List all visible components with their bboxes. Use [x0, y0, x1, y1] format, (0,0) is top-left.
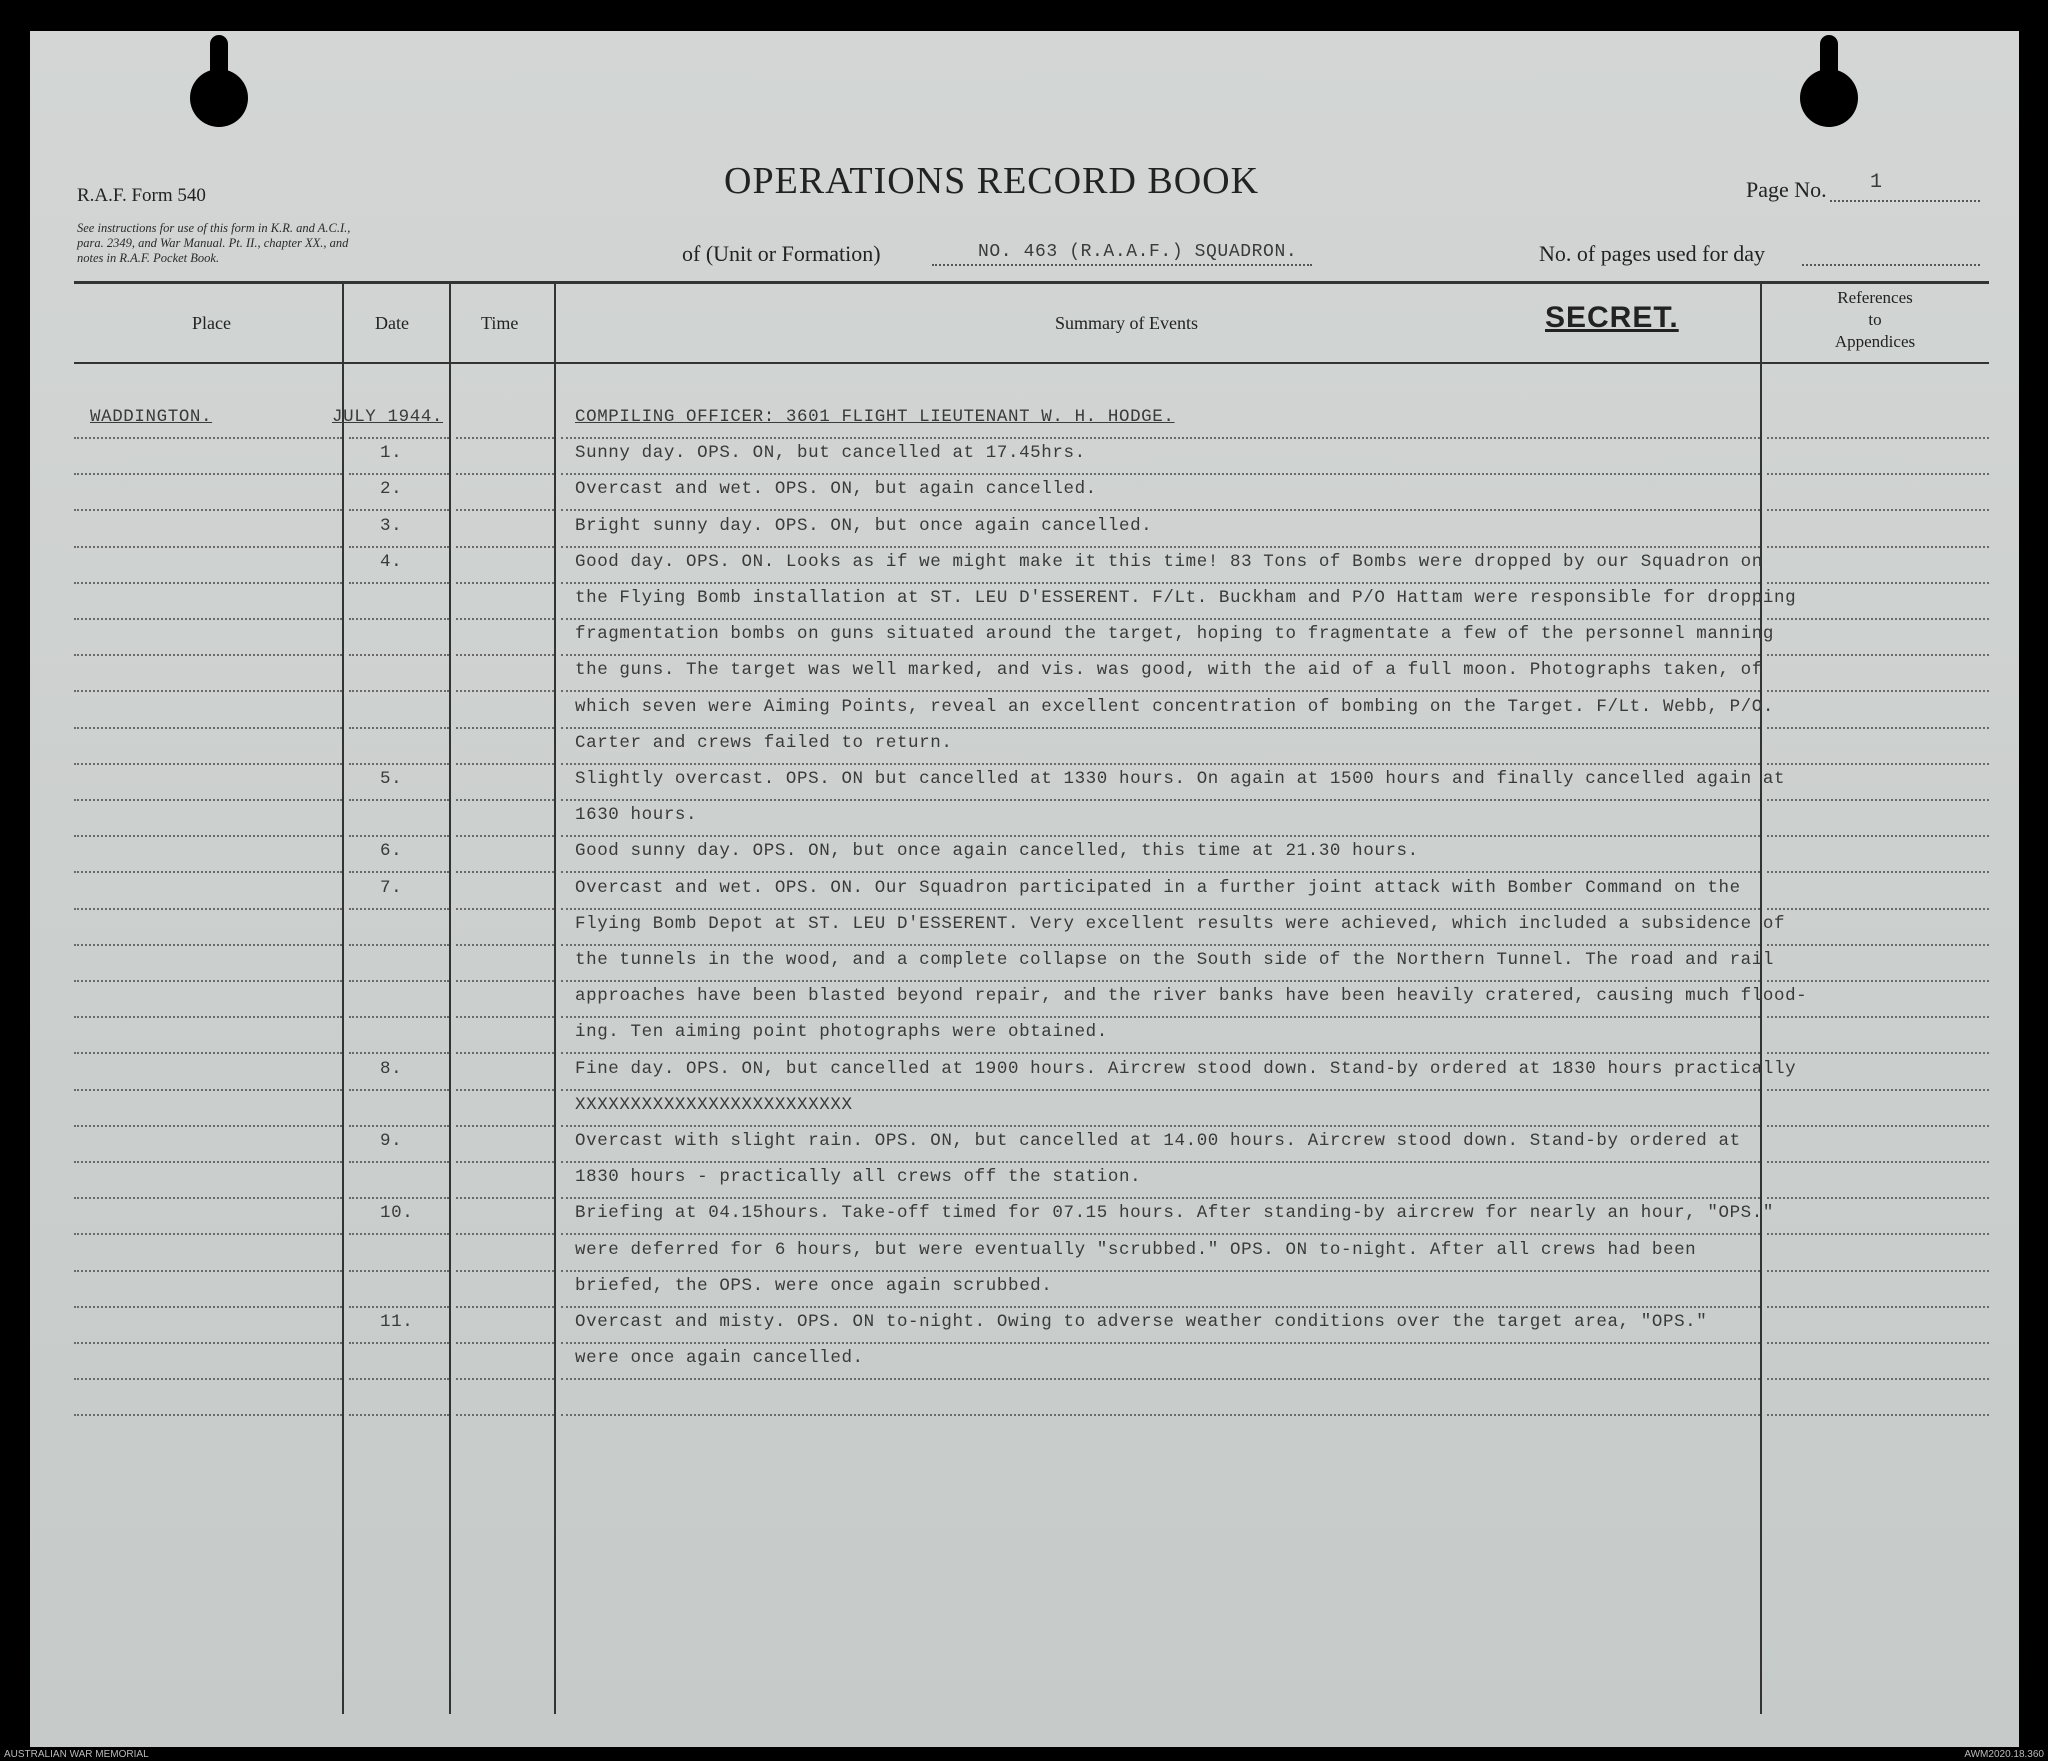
- ruled-line: [561, 1161, 1760, 1163]
- page-no-value: 1: [1870, 171, 1883, 194]
- ruled-line: [1767, 1233, 1989, 1235]
- ruled-line: [1767, 437, 1989, 439]
- pages-used-label: No. of pages used for day: [1539, 241, 1766, 266]
- punch-hole-right: [1800, 69, 1858, 127]
- ruled-line: [561, 1233, 1760, 1235]
- ruled-line: [561, 437, 1760, 439]
- ruled-line: [74, 546, 342, 548]
- ruled-line: [561, 690, 1760, 692]
- column-header-references: [1762, 287, 1988, 353]
- ruled-line: [456, 727, 554, 729]
- entry-date: 2.: [380, 479, 403, 499]
- footer-archive-name: AUSTRALIAN WAR MEMORIAL: [4, 1749, 149, 1760]
- entry-summary-line: the guns. The target was well marked, and vis. was good, with the aid of a full moon. Photographs taken, of: [575, 660, 1763, 680]
- entry-summary-line: Good day. OPS. ON. Looks as if we might make it this time! 83 Tons of Bombs were dropped by our Squadron on: [575, 552, 1763, 572]
- ruled-line: [561, 1306, 1760, 1308]
- references-label-line: Appendices: [1834, 332, 1916, 351]
- ruled-line: [349, 1125, 449, 1127]
- ruled-line: [561, 1197, 1760, 1199]
- ruled-line: [1767, 1414, 1989, 1416]
- ruled-line: [456, 763, 554, 765]
- unit-value: NO. 463 (R.A.A.F.) SQUADRON.: [978, 242, 1298, 262]
- entry-summary-line: fragmentation bombs on guns situated around the target, hoping to fragmentate a few of the personnel manning: [575, 624, 1774, 644]
- ruled-line: [1767, 582, 1989, 584]
- ruled-line: [1767, 1306, 1989, 1308]
- ruled-line: [456, 1089, 554, 1091]
- entry-summary-line: 1830 hours - practically all crews off the station.: [575, 1167, 1142, 1187]
- ruled-line: [74, 1197, 342, 1199]
- ruled-line: [1767, 1089, 1989, 1091]
- ruled-line: [456, 1306, 554, 1308]
- entry-date: 9.: [380, 1131, 403, 1151]
- ruled-line: [561, 763, 1760, 765]
- ruled-line: [561, 1414, 1760, 1416]
- ruled-line: [1767, 835, 1989, 837]
- ruled-line: [349, 437, 449, 439]
- entry-summary-line: Overcast and misty. OPS. ON to-night. Owing to adverse weather conditions over the target area, "OPS.": [575, 1312, 1708, 1332]
- ruled-line: [1767, 1161, 1989, 1163]
- ruled-line: [349, 473, 449, 475]
- ruled-line: [1767, 799, 1989, 801]
- ruled-line: [456, 654, 554, 656]
- ruled-line: [561, 944, 1760, 946]
- ruled-line: [456, 1161, 554, 1163]
- ruled-line: [349, 799, 449, 801]
- ruled-line: [561, 1125, 1760, 1127]
- ruled-line: [456, 1197, 554, 1199]
- ruled-line: [349, 1197, 449, 1199]
- page-title: OPERATIONS RECORD BOOK: [724, 160, 1260, 202]
- ruled-line: [74, 1052, 342, 1054]
- ruled-line: [74, 1342, 342, 1344]
- ruled-line: [349, 1270, 449, 1272]
- entry-date: 11.: [380, 1312, 414, 1332]
- ruled-line: [561, 980, 1760, 982]
- ruled-line: [74, 618, 342, 620]
- entry-summary-line: XXXXXXXXXXXXXXXXXXXXXXXXX: [575, 1095, 853, 1115]
- ruled-line: [74, 1016, 342, 1018]
- ruled-line: [456, 871, 554, 873]
- ruled-line: [456, 437, 554, 439]
- ruled-line: [1767, 908, 1989, 910]
- column-header-summary: Summary of Events: [1055, 313, 1198, 333]
- instruction-line: para. 2349, and War Manual. Pt. II., chapter XX., and: [77, 236, 349, 250]
- unit-label: of (Unit or Formation): [682, 241, 881, 266]
- ruled-line: [1767, 1125, 1989, 1127]
- ruled-line: [456, 690, 554, 692]
- entry-summary-line: approaches have been blasted beyond repair, and the river banks have been heavily cratered, causing much flood-: [575, 986, 1808, 1006]
- ruled-line: [349, 1233, 449, 1235]
- ruled-line: [349, 509, 449, 511]
- entry-summary-line: Overcast and wet. OPS. ON, but again cancelled.: [575, 479, 1097, 499]
- ruled-line: [561, 546, 1760, 548]
- entry-summary-line: Bright sunny day. OPS. ON, but once again cancelled.: [575, 516, 1153, 536]
- ruled-line: [561, 1270, 1760, 1272]
- ruled-line: [349, 582, 449, 584]
- entry-summary-line: the tunnels in the wood, and a complete collapse on the South side of the Northern Tunnel. The road and rail: [575, 950, 1774, 970]
- ruled-line: [349, 835, 449, 837]
- ruled-line: [74, 763, 342, 765]
- compiling-officer: COMPILING OFFICER: 3601 FLIGHT LIEUTENANT W. H. HODGE.: [575, 407, 1175, 427]
- ruled-line: [456, 473, 554, 475]
- ruled-line: [74, 944, 342, 946]
- form-instructions: [77, 221, 350, 266]
- column-header-time: Time: [481, 313, 519, 333]
- ruled-line: [74, 727, 342, 729]
- table-top-border: [74, 281, 1989, 284]
- ruled-line: [561, 727, 1760, 729]
- ruled-line: [1767, 763, 1989, 765]
- ruled-line: [561, 509, 1760, 511]
- column-header-date: Date: [375, 313, 409, 333]
- entry-summary-line: Flying Bomb Depot at ST. LEU D'ESSERENT. Very excellent results were achieved, which included a subsidence of: [575, 914, 1786, 934]
- ruled-line: [74, 1270, 342, 1272]
- instruction-line: notes in R.A.F. Pocket Book.: [77, 251, 220, 265]
- ruled-line: [1767, 654, 1989, 656]
- entry-date: 5.: [380, 769, 403, 789]
- ruled-line: [561, 835, 1760, 837]
- column-header-place: Place: [192, 313, 231, 333]
- ruled-line: [74, 980, 342, 982]
- ruled-line: [561, 473, 1760, 475]
- unit-rule: [932, 264, 1312, 266]
- ruled-line: [561, 1089, 1760, 1091]
- ruled-line: [1767, 1270, 1989, 1272]
- ruled-line: [1767, 509, 1989, 511]
- ruled-line: [349, 727, 449, 729]
- ruled-line: [74, 835, 342, 837]
- entry-summary-line: which seven were Aiming Points, reveal an excellent concentration of bombing on the Target. F/Lt. Webb, P/O.: [575, 697, 1774, 717]
- ruled-line: [456, 1125, 554, 1127]
- ruled-line: [456, 1342, 554, 1344]
- ruled-line: [1767, 618, 1989, 620]
- ruled-line: [1767, 1342, 1989, 1344]
- entry-summary-line: Slightly overcast. OPS. ON but cancelled at 1330 hours. On again at 1500 hours and finally cancelled again at: [575, 769, 1786, 789]
- ruled-line: [74, 654, 342, 656]
- ruled-line: [74, 871, 342, 873]
- ruled-line: [456, 509, 554, 511]
- footer-archive-reference: AWM2020.18.360: [1964, 1749, 2044, 1760]
- ruled-line: [1767, 980, 1989, 982]
- instruction-line: See instructions for use of this form in K.R. and A.C.I.,: [77, 221, 351, 235]
- page-no-label: Page No.: [1746, 177, 1827, 202]
- ruled-line: [349, 1306, 449, 1308]
- entry-summary-line: Overcast with slight rain. OPS. ON, but cancelled at 14.00 hours. Aircrew stood down. Stand-by ordered at: [575, 1131, 1741, 1151]
- ruled-line: [349, 1414, 449, 1416]
- ruled-line: [74, 690, 342, 692]
- ruled-line: [456, 582, 554, 584]
- ruled-line: [1767, 546, 1989, 548]
- ruled-line: [74, 582, 342, 584]
- ruled-line: [456, 1052, 554, 1054]
- ruled-line: [456, 980, 554, 982]
- references-label-line: to: [1868, 310, 1882, 329]
- entry-date: 6.: [380, 841, 403, 861]
- ruled-line: [561, 1052, 1760, 1054]
- ruled-line: [349, 1016, 449, 1018]
- ruled-line: [456, 835, 554, 837]
- ruled-line: [1767, 1052, 1989, 1054]
- entry-summary-line: 1630 hours.: [575, 805, 698, 825]
- ruled-line: [349, 871, 449, 873]
- ruled-line: [74, 1125, 342, 1127]
- ruled-line: [456, 1270, 554, 1272]
- entry-summary-line: Carter and crews failed to return.: [575, 733, 953, 753]
- ruled-line: [349, 1161, 449, 1163]
- ruled-line: [349, 944, 449, 946]
- ruled-line: [74, 1414, 342, 1416]
- ruled-line: [349, 1342, 449, 1344]
- ruled-line: [1767, 690, 1989, 692]
- ruled-line: [74, 908, 342, 910]
- ruled-line: [74, 473, 342, 475]
- entry-summary-line: Fine day. OPS. ON, but cancelled at 1900 hours. Aircrew stood down. Stand-by ordered at 1830 hours practically: [575, 1059, 1797, 1079]
- entry-date: 7.: [380, 878, 403, 898]
- ruled-line: [74, 1378, 342, 1380]
- entry-summary-line: Sunny day. OPS. ON, but cancelled at 17.45hrs.: [575, 443, 1086, 463]
- ruled-line: [349, 1378, 449, 1380]
- ruled-line: [456, 546, 554, 548]
- ruled-line: [349, 1052, 449, 1054]
- entry-summary-line: ing. Ten aiming point photographs were obtained.: [575, 1022, 1108, 1042]
- ruled-line: [456, 944, 554, 946]
- ruled-line: [561, 1342, 1760, 1344]
- month-value: JULY 1944.: [332, 407, 444, 427]
- ruled-line: [74, 1306, 342, 1308]
- ruled-line: [1767, 473, 1989, 475]
- ruled-line: [349, 690, 449, 692]
- ruled-line: [456, 1378, 554, 1380]
- ruled-line: [561, 1016, 1760, 1018]
- entry-date: 4.: [380, 552, 403, 572]
- entry-summary-line: Overcast and wet. OPS. ON. Our Squadron participated in a further joint attack with Bomber Command on the: [575, 878, 1741, 898]
- ruled-line: [1767, 1016, 1989, 1018]
- ruled-line: [74, 1233, 342, 1235]
- ruled-line: [456, 799, 554, 801]
- ruled-line: [74, 1161, 342, 1163]
- page-no-rule: [1830, 200, 1980, 202]
- column-divider: [449, 283, 451, 1714]
- entry-date: 3.: [380, 516, 403, 536]
- entry-summary-line: were deferred for 6 hours, but were eventually "scrubbed." OPS. ON to-night. After all crews had been: [575, 1240, 1697, 1260]
- pages-used-rule: [1802, 264, 1980, 266]
- ruled-line: [1767, 1378, 1989, 1380]
- ruled-line: [74, 509, 342, 511]
- secret-stamp: SECRET.: [1545, 301, 1679, 334]
- ruled-line: [561, 871, 1760, 873]
- entry-summary-line: Good sunny day. OPS. ON, but once again cancelled, this time at 21.30 hours.: [575, 841, 1419, 861]
- ruled-line: [561, 582, 1760, 584]
- column-divider: [554, 283, 556, 1714]
- entry-summary-line: the Flying Bomb installation at ST. LEU D'ESSERENT. F/Lt. Buckham and P/O Hattam were responsible for dropping: [575, 588, 1797, 608]
- references-label-line: References: [1837, 288, 1913, 307]
- ruled-line: [1767, 871, 1989, 873]
- table-header-border: [74, 362, 1989, 364]
- ruled-line: [349, 908, 449, 910]
- place-value: WADDINGTON.: [90, 407, 213, 427]
- ruled-line: [349, 618, 449, 620]
- ruled-line: [1767, 727, 1989, 729]
- entry-date: 1.: [380, 443, 403, 463]
- entry-date: 10.: [380, 1203, 414, 1223]
- ruled-line: [349, 980, 449, 982]
- ruled-line: [561, 618, 1760, 620]
- ruled-line: [561, 654, 1760, 656]
- ruled-line: [74, 799, 342, 801]
- ruled-line: [349, 763, 449, 765]
- ruled-line: [349, 546, 449, 548]
- ruled-line: [561, 908, 1760, 910]
- ruled-line: [1767, 1197, 1989, 1199]
- ruled-line: [456, 908, 554, 910]
- ruled-line: [456, 618, 554, 620]
- ruled-line: [456, 1233, 554, 1235]
- ruled-line: [561, 1378, 1760, 1380]
- entry-summary-line: Briefing at 04.15hours. Take-off timed for 07.15 hours. After standing-by aircrew for nearly an hour, "OPS.": [575, 1203, 1774, 1223]
- ruled-line: [456, 1414, 554, 1416]
- punch-hole-left: [190, 69, 248, 127]
- entry-summary-line: briefed, the OPS. were once again scrubbed.: [575, 1276, 1053, 1296]
- document-sheet: [30, 31, 2019, 1747]
- ruled-line: [349, 1089, 449, 1091]
- ruled-line: [1767, 944, 1989, 946]
- entry-summary-line: were once again cancelled.: [575, 1348, 864, 1368]
- form-label: R.A.F. Form 540: [77, 185, 206, 206]
- column-divider: [342, 283, 344, 1714]
- ruled-line: [349, 654, 449, 656]
- entry-date: 8.: [380, 1059, 403, 1079]
- ruled-line: [456, 1016, 554, 1018]
- ruled-line: [74, 437, 342, 439]
- ruled-line: [561, 799, 1760, 801]
- ruled-line: [74, 1089, 342, 1091]
